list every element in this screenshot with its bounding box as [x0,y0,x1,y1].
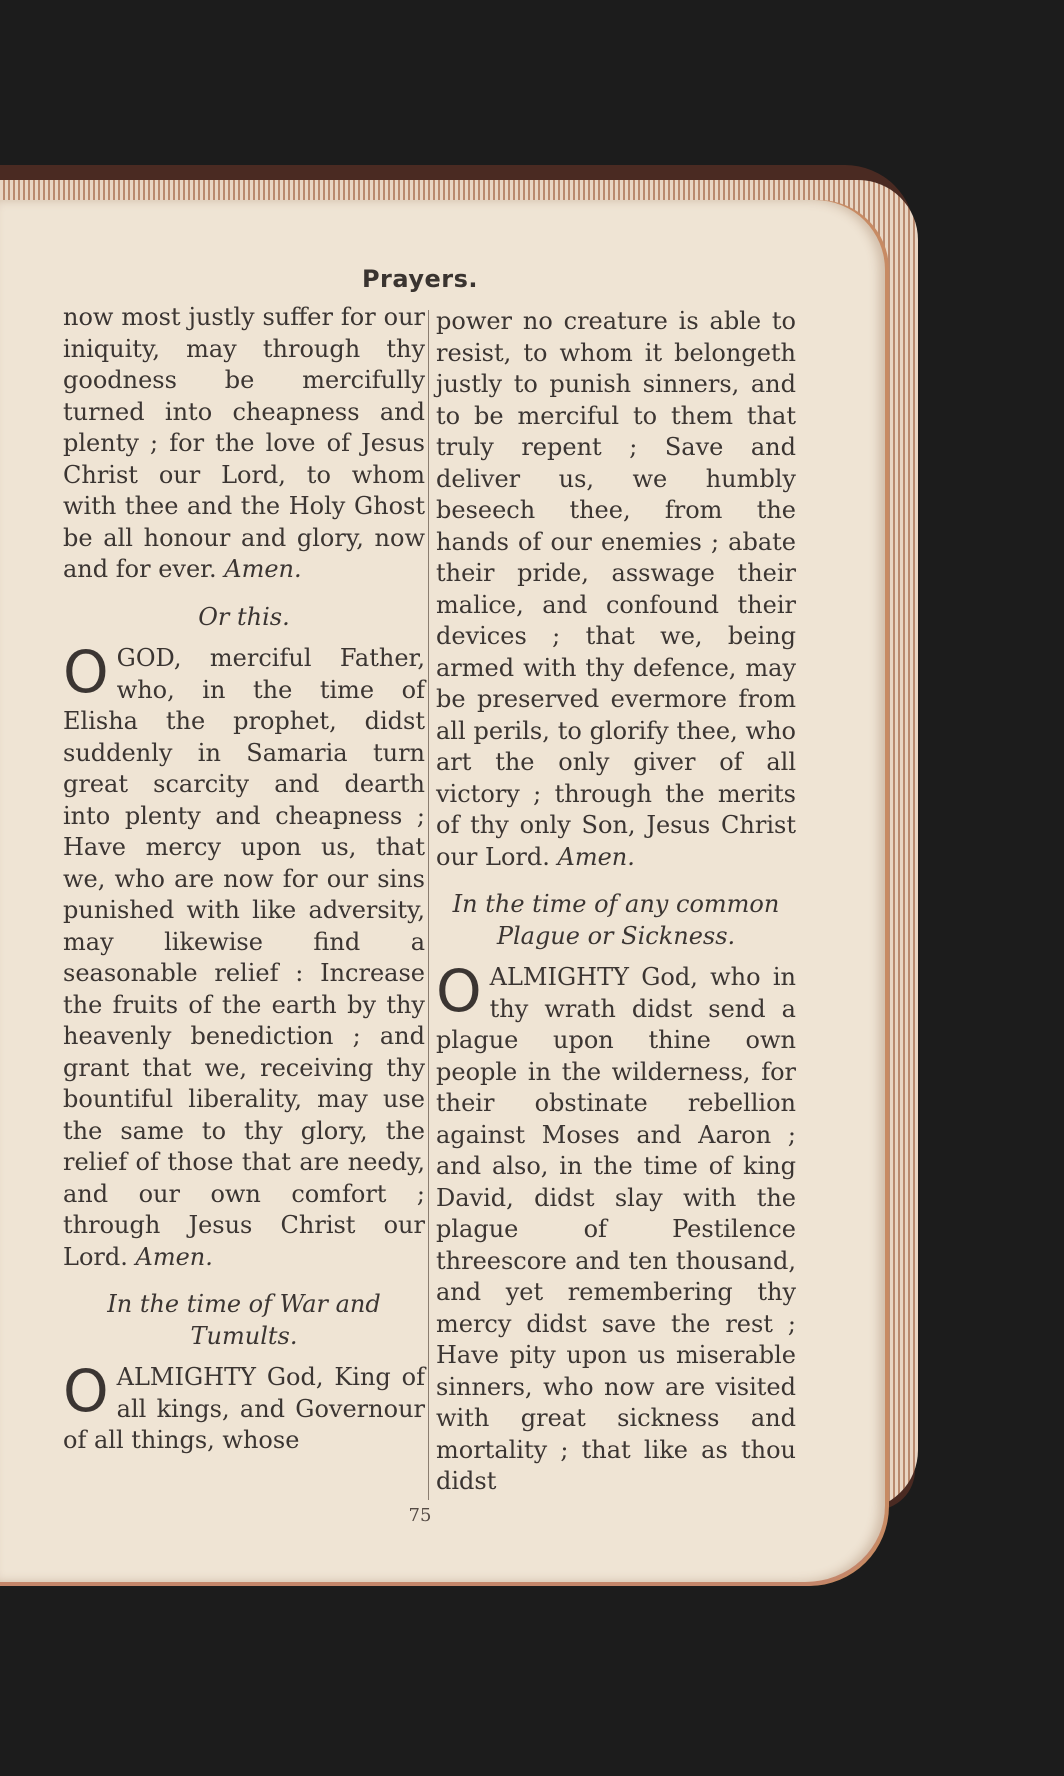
running-heading: Prayers. [361,265,479,293]
section-title: In the time of War and Tumults. [107,1290,381,1350]
continuation-text: now most justly suffer for our iniquity, may through thy goodness be mercifully turned into cheapness and plenty ; for the love of Jesus Christ our Lord, to whom with thee and the Holy Ghost be all honour and glory, now and for ever. [63,303,425,583]
continuation-paragraph [436,306,796,873]
prayer-paragraph [436,957,796,1498]
continuation-paragraph [63,302,425,586]
section-title: Or this. [198,602,290,631]
continuation-text: power no creature is able to resist, to whom it belongeth justly to punish sinners, and to be merciful to them that truly repent ; Save and deliver us, we humbly beseech thee, from the hands of our enemies ; abate their pride, asswage their malice, and confound their devices ; that we, being armed with thy defence, may be preserved evermore from all perils, to glorify thee, who art the only giver of all victory ; through the merits of thy only Son, Jesus Christ our Lord. [436,307,796,871]
right-column [436,306,796,1498]
prayer-text: ALMIGHTY God, King of all kings, and Governour of all things, whose [63,1363,425,1454]
prayer-text: GOD, merciful Father, who, in the time of Elisha the prophet, didst suddenly in Samaria turn great scarcity and dearth into plenty and cheapness ; Have mercy upon us, that we, who are now for our sins punished with like adversity, may likewise find a seasonable relief : Increase the fruits of the earth by thy heavenly benediction ; and grant that we, receiving thy bountiful liberality, may use the same to thy glory, the relief of those that are needy, and our own comfort ; through Jesus Christ our Lord. [63,644,425,1271]
drop-cap: O [63,1357,109,1425]
prayer-paragraph [63,1357,425,1457]
drop-cap: O [63,638,109,706]
prayer-text: ALMIGHTY God, who in thy wrath didst send a plague upon thine own people in the wilderness, for their obstinate rebellion against Moses and Aaron ; and also, in the time of king David, didst slay with the plague of Pestilence threescore and ten thousand, and yet remembering thy mercy didst save the rest ; Have pity upon us miserable sinners, who now are visited with great sickness and mortality ; that like as thou didst [436,963,796,1495]
page-number: 75 [408,1505,432,1526]
amen: Amen. [224,555,302,583]
column-rule [428,310,429,1500]
section-title: In the time of any common Plague or Sickness. [452,890,780,950]
left-column [63,302,425,1457]
prayer-paragraph [63,638,425,1273]
drop-cap: O [436,957,482,1025]
amen: Amen. [135,1242,213,1271]
amen: Amen. [557,842,635,871]
